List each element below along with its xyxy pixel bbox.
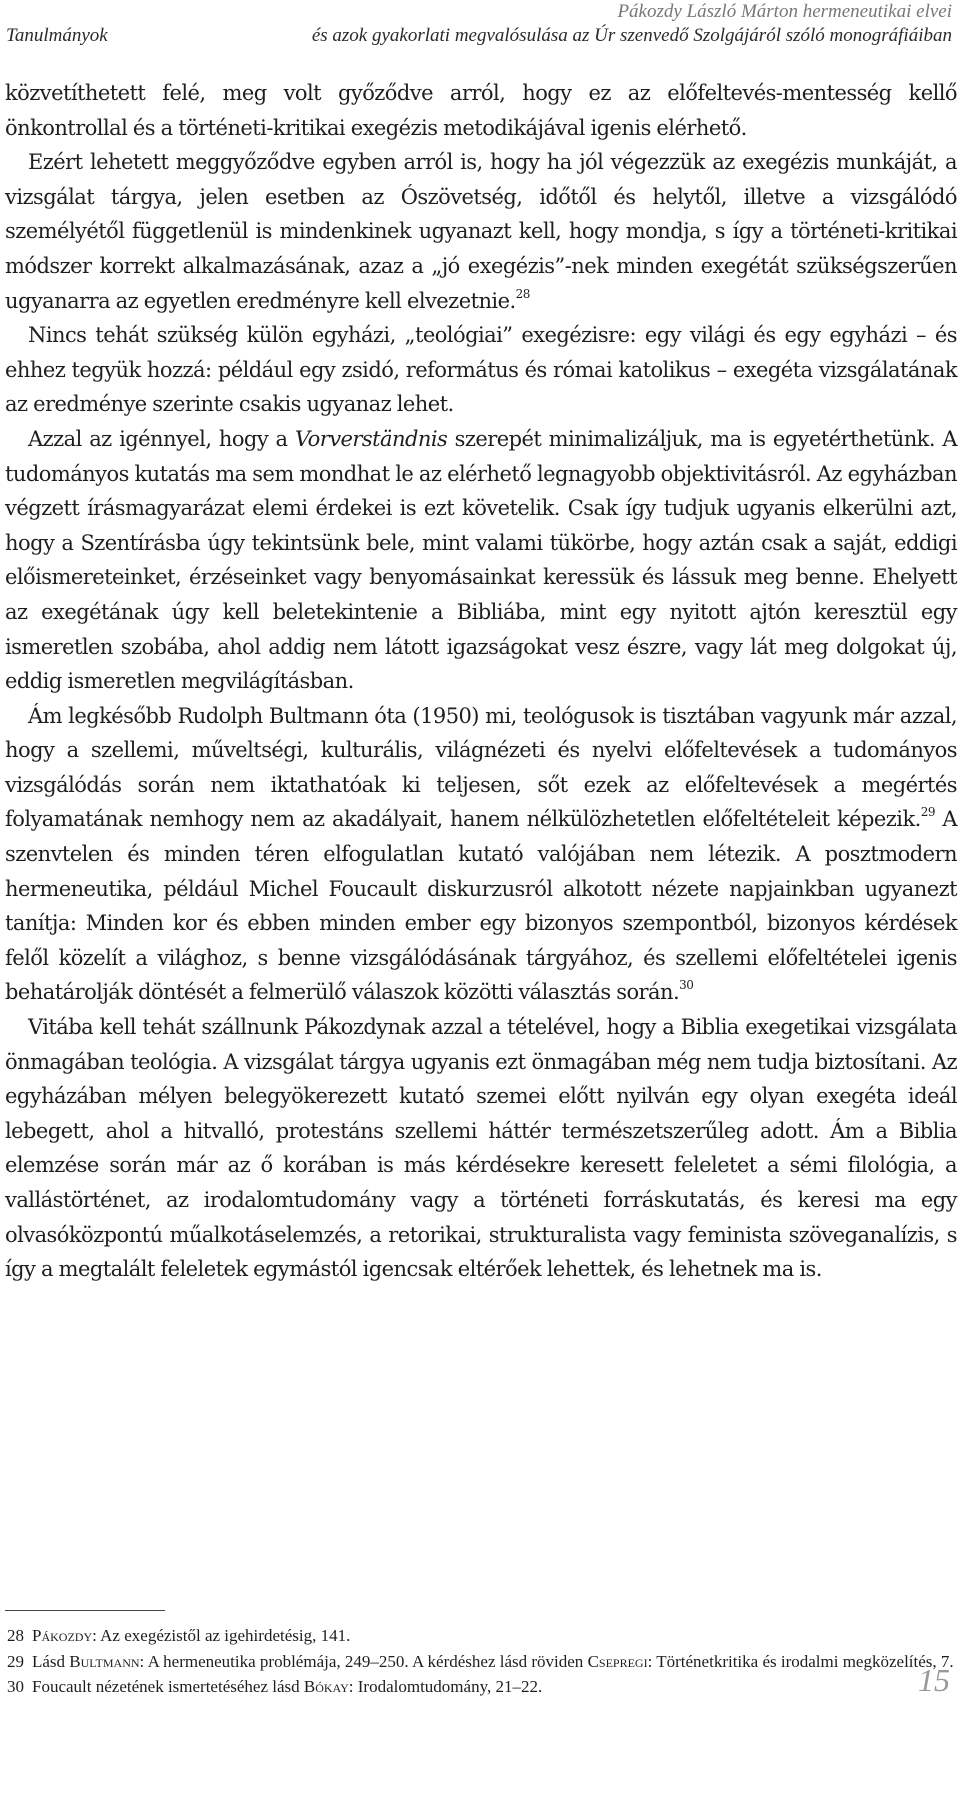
footnote-text [32,1623,957,1649]
footnote-number: 30 [7,1677,24,1696]
footnote-body: : A hermeneutika problémája, 249–250. A kérdéshez lásd röviden [139,1651,588,1671]
footnote [7,1623,957,1649]
paragraph: közvetíthetett felé, meg volt győződve arról, hogy ez az előfeltevés-mentesség kellő önkontrollal és a történeti-kritikai exegézis metodikájával igenis elérhető. [5,81,957,140]
paragraph-text: Ám legkésőbb Rudolph Bultmann óta (1950) mi, teológusok is tisztában vagyunk már azzal, hogy a szellemi, műveltségi, kulturális, világnézeti és nyelvi előfeltevések a tudományos vizsgálódás során nem iktathatóak ki teljesen, sőt ezek az előfeltevések a megértés folyamatának nemhogy nem az akadályait, hanem nélkülözhetetlen előfeltételeit képezik. [5,703,957,832]
paragraph: Vitába kell tehát szállnunk Pákozdynak azzal a tételével, hogy a Biblia exegetikai vizsgálata önmagában teológia. A vizsgálat tárgya ugyanis ezt önmagában még nem tudja biztosítani. Az egyházában mélyen belegyökerezett kutató szemei előtt nyilván egy olyan exegéta ideál lebegett, ahol a hitvalló, protestáns szellemi háttér természetszerűleg adott. Ám a Biblia elemzése során már az ő korában is más kérdésekre keresett feleletet a sémi filológia, a vallástörténet, az irodalomtudomány vagy a történeti forráskutatás, és keresi ma egy olvasóközpontú műalkotáselemzés, a retorikai, strukturalista vagy feminista szöveganalízis, s így a megtalált feleletek egymástól igencsak eltérőek lehettek, és lehetnek ma is. [5,1015,957,1282]
footnote-ref[interactable]: 29 [920,805,935,820]
footnote-text [32,1674,957,1700]
footnote-ref[interactable]: 30 [679,978,694,993]
running-header-title-line1: Pákozdy László Márton hermeneutikai elvei [617,1,952,22]
paragraph: Nincs tehát szükség külön egyházi, „teológiai” exegézisre: egy világi és egy egyházi – és ehhez tegyük hozzá: például egy zsidó, református és római katolikus – exegéta vizsgálatának az eredménye szerinte csakis ugyanaz lehet. [5,323,957,417]
footnote-author: Bókay [303,1677,349,1696]
paragraph-text: szerepét minimalizáljuk, ma is egyetérthetünk. A tudományos kutatás ma sem mondhat le az elérhető legnagyobb objektivitásról. Az egyházban végzett írásmagyarázat elemi érdekei is ezt követelik. Csak így tudjuk ugyanis elkerülni azt, hogy a Szentírásba úgy tekintsünk bele, mint valami tükörbe, hogy aztán csak a saját, eddigi előismereteinket, érzéseinket vagy benyomásainkat keressük és lássuk meg benne. Ehelyett az exegétának úgy kell beletekintenie a Bibliába, mint egy nyitott ajtón keresztül egy ismeretlen szobába, ahol addig nem látott igazságokat vesz észre, vagy lát meg dolgokat új, eddig ismeretlen megvilágításban. [5,426,957,694]
paragraph [5,699,957,1010]
footnote-body: Lásd [32,1651,70,1671]
paragraph-text: Azzal az igénnyel, hogy a [28,426,295,451]
paragraph-text: Ezért lehetett meggyőződve egyben arról is, hogy ha jól végezzük az exegézis munkáját, a vizsgálat tárgya, jelen esetben az Ószövetség, időtől és helytől, illetve a vizsgálódó személyétől függetlenül is mindenkinek ugyanazt kell, hogy mondja, s így a történeti-kritikai módszer korrekt alkalmazásának, azaz a „jó exegézis”-nek minden exegétát szükségszerűen ugyanarra az egyetlen eredményre kell elvezetnie. [5,150,957,313]
footnotes [7,1623,957,1700]
footnote-author: Csepregi [587,1651,648,1671]
footnote-author: Bultmann [69,1651,140,1671]
footnote-ref[interactable]: 28 [515,286,530,301]
body-text [5,76,957,1287]
page-number: 15 [918,1662,950,1698]
footnote-body: : Irodalomtudomány, 21–22. [348,1677,543,1696]
running-header-title-line2: és azok gyakorlati megvalósulása az Úr szenvedő Szolgájáról szóló monográfiáiban [311,25,952,46]
footnote-number: 28 [7,1626,24,1645]
emphasized-term: Vorverständnis [294,426,448,451]
footnote-body: : Történetkritika és irodalmi megközelítés, 7. [647,1651,954,1671]
footnote-body: : Az exegézistől az igehirdetésig, 141. [92,1626,351,1645]
running-header-title [312,0,952,48]
footnote-divider [5,1610,165,1611]
footnote-body: Foucault nézetének ismertetéséhez lásd [32,1677,304,1696]
paragraph-text: A szenvtelen és minden téren elfogulatlan kutató valójában nem létezik. A posztmodern hermeneutika, például Michel Foucault diskurzusról alkotott nézete napjainkban ugyanezt tanítja: Minden kor és ebben minden ember egy bizonyos szempontból, bizonyos kérdések felől közelít a világhoz, s benne vizsgálódásának tárgyához, és szellemi előfeltételei igenis behatárolják döntését a felmerülő válaszok közötti választás során. [5,807,957,1005]
footnote-author: Pákozdy [32,1626,93,1645]
footnote-number: 29 [7,1651,24,1671]
paragraph [5,145,957,318]
footnote [7,1649,957,1675]
footnote-text [32,1649,957,1675]
footnote [7,1674,957,1700]
paragraph [5,422,957,699]
running-header-section: Tanulmányok [6,25,108,46]
